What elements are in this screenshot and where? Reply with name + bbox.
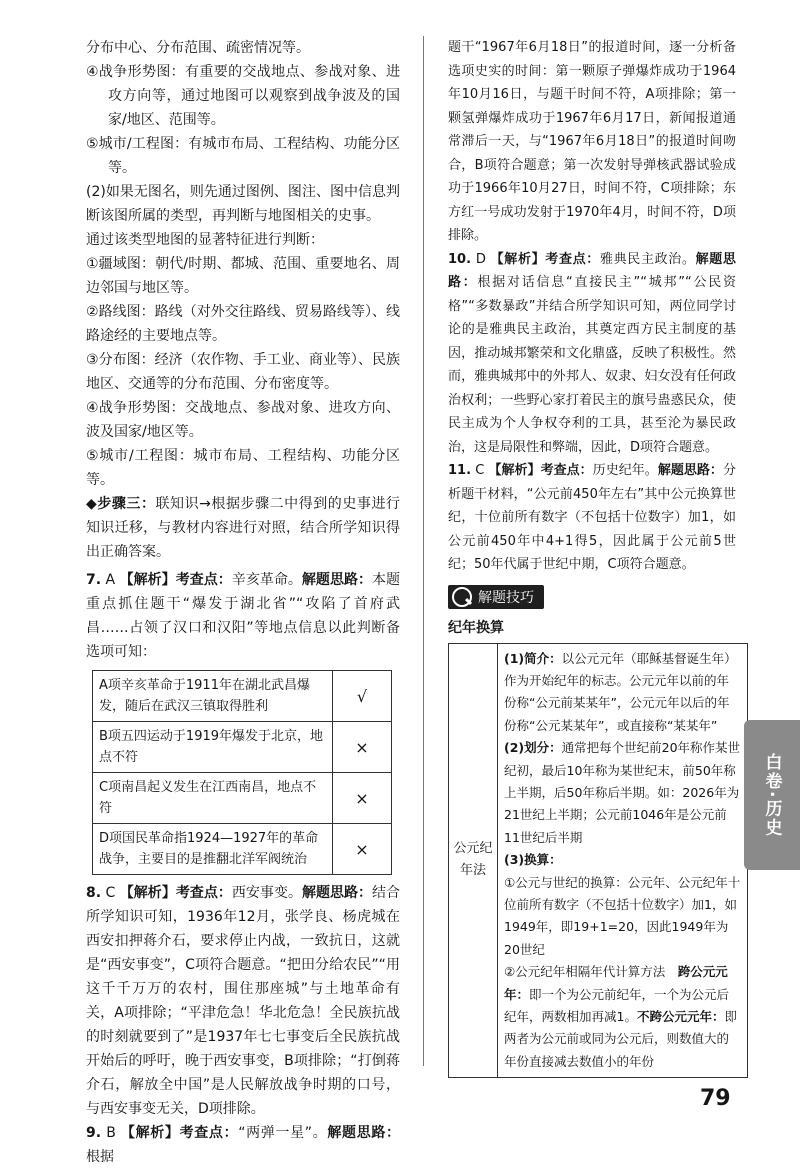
option-text: D项国民革命指1924—1927年的革命战争，主要目的是推翻北洋军阀统治 bbox=[93, 824, 333, 875]
key-point-label: 考查点： bbox=[540, 463, 593, 478]
tip-division-text: 通常把每个世纪前20年称作某世纪初，最后10年称为某世纪末，前50年称上半期，后50年称后半期。如：2026年为21世纪上半期；公元前1046年是公元前11世纪后半期 bbox=[504, 740, 741, 845]
answer: C bbox=[105, 885, 116, 901]
step-three-label: ◆步骤三： bbox=[86, 496, 156, 512]
key-point: 雅典民主政治。 bbox=[599, 251, 696, 267]
paragraph: 通过该类型地图的显著特征进行判断： bbox=[86, 232, 324, 248]
tips-badge-label: 解题技巧 bbox=[478, 589, 534, 606]
tip-nocross-label: 不跨公元元年： bbox=[636, 1009, 725, 1024]
page-number: 79 bbox=[700, 1086, 731, 1111]
option-text: A项辛亥革命于1911年在湖北武昌爆发，随后在武汉三镇取得胜利 bbox=[93, 671, 333, 722]
tips-label: 公元纪年法 bbox=[449, 643, 498, 1078]
paragraph: 分布中心、分布范围、疏密情况等。 bbox=[86, 40, 310, 56]
answer: B bbox=[106, 1125, 116, 1141]
key-point: 历史纪年。 bbox=[592, 463, 658, 478]
cross-mark: × bbox=[333, 722, 392, 773]
table-row bbox=[93, 671, 392, 722]
answer: A bbox=[105, 572, 116, 588]
paragraph: ②路线图：路线（对外交往路线、贸易路线等）、线路途经的主要地点等。 bbox=[86, 304, 400, 344]
tip-method: ②公元纪年相隔年代计算方法 bbox=[504, 964, 678, 980]
solution-text: 根据对话信息“直接民主”“城邦”“公民资格”“多数暴政”并结合所学知识可知，两位同学讨论的是雅典民主政治，其奠定西方民主制度的基因，推动城邦繁荣和文化鼎盛，反映了积极性。然而，雅典城邦中的外邦人、奴隶、妇女没有任何政治权利；一些野心家打着民主的旗号蛊惑民众，使民主成为个人争权夺利的工具，甚至沦为暴民政治，这是局限性和弊端，因此，D项符合题意。 bbox=[448, 275, 736, 455]
option-text: B项五四运动于1919年爆发于北京，地点不符 bbox=[93, 722, 333, 773]
answer: C bbox=[475, 463, 485, 478]
solution-label: 解题思路： bbox=[657, 463, 723, 478]
question-9-continued: 题干“1967年6月18日”的报道时间，逐一分析备选项史实的时间：第一颗原子弹爆炸成功于1964年10月16日，与题干时间不符，A项排除；第一颗氢弹爆炸成功于1967年6月17日，新闻报道通常滞后一天，与“1967年6月18日”的报道时间吻合，B项符合题意；第一次发射导弹核武器试验成功于1966年10月27日，时间不符，C项排除；东方红一号成功发射于1970年4月，时间不符，D项排除。 bbox=[448, 40, 736, 243]
tips-table bbox=[448, 643, 748, 1079]
tip-intro-label: (1)简介： bbox=[504, 650, 562, 666]
solution-text: 根据 bbox=[86, 1149, 114, 1165]
right-column bbox=[448, 36, 741, 1078]
cross-mark: × bbox=[333, 824, 392, 875]
question-11 bbox=[448, 459, 736, 577]
paragraph: (2)如果无图名，则先通过图例、图注、图中信息判断该图所属的类型，再判断与地图相关的史事。 bbox=[86, 184, 400, 224]
tip-division bbox=[504, 737, 741, 849]
step-three-text: 联知识→根据步骤二中得到的史事进行知识迁移，与教材内容进行对照，结合所学知识得出正确答案。 bbox=[86, 496, 400, 560]
analysis-tag: 【解析】 bbox=[490, 251, 546, 267]
paragraph: ⑤城市/工程图：有城市布局、工程结构、功能分区等。 bbox=[86, 136, 400, 176]
analysis-tag: 【解析】 bbox=[119, 885, 176, 901]
solution-label: 解题思路： bbox=[301, 885, 373, 901]
column-divider bbox=[423, 36, 424, 1066]
question-7 bbox=[86, 568, 400, 664]
option-text: C项南昌起义发生在江西南昌，地点不符 bbox=[93, 773, 333, 824]
paragraph: ⑤城市/工程图：城市布局、工程结构、功能分区等。 bbox=[86, 448, 400, 488]
key-point: 西安事变。 bbox=[231, 885, 302, 901]
tips-badge bbox=[448, 585, 544, 609]
side-tab bbox=[744, 720, 800, 870]
table-row bbox=[93, 773, 392, 824]
left-column bbox=[86, 36, 400, 1169]
key-point-label: 考查点： bbox=[179, 1125, 239, 1141]
tip-conversion bbox=[504, 849, 741, 871]
question-number: 11. bbox=[448, 463, 472, 478]
analysis-tag: 【解析】 bbox=[488, 463, 541, 478]
question-10 bbox=[448, 248, 736, 460]
table-row bbox=[93, 722, 392, 773]
options-table bbox=[92, 670, 392, 875]
magnifier-icon bbox=[452, 587, 472, 607]
question-number: 10. bbox=[448, 251, 472, 267]
tip-division-label: (2)划分： bbox=[504, 740, 562, 756]
paragraph: ④战争形势图：有重要的交战地点、参战对象、进攻方向等，通过地图可以观察到战争波及的国家/地区、范围等。 bbox=[86, 64, 400, 128]
tip-cross-text: 即一个为公元前纪年，一个为公元后纪年，两数相加再减1。 bbox=[504, 986, 730, 1024]
tip-intro-text: 以公元元年（耶稣基督诞生年）作为开始纪年的标志。公元元年以前的年份称“公元前某某年”，公元元年以后的年份称“公元某某年”，或直接称“某某年” bbox=[504, 650, 737, 733]
tip-cross-label: 跨公元元年： bbox=[504, 964, 728, 1002]
tip-nocross-text: 即两者为公元前或同为公元后，则数值大的年份直接减去数值小的年份 bbox=[504, 1009, 737, 1069]
paragraph: ④战争形势图：交战地点、参战对象、进攻方向、波及国家/地区等。 bbox=[86, 400, 400, 440]
tip-conversion-a: ①公元与世纪的换算：公元年、公元纪年十位前所有数字（不包括十位数字）加1，如1949年，即19+1=20，因此1949年为20世纪 bbox=[504, 874, 741, 957]
key-point-label: 考查点： bbox=[175, 885, 232, 901]
question-8 bbox=[86, 881, 400, 1121]
tip-conversion-label: (3)换算： bbox=[504, 852, 562, 868]
key-point-label: 考查点： bbox=[175, 572, 232, 588]
key-point-label: 考查点： bbox=[545, 251, 600, 267]
answer: D bbox=[475, 251, 486, 267]
question-9 bbox=[86, 1121, 400, 1169]
solution-text: 本题重点抓住题干“爆发于湖北省”“攻陷了首府武昌……占领了汉口和汉阳”等地点信息以此判断备选项可知： bbox=[86, 572, 401, 660]
paragraph: ③分布图：经济（农作物、手工业、商业等）、民族地区、交通等的分布范围、分布密度等。 bbox=[86, 352, 400, 392]
tip-intro bbox=[504, 648, 741, 738]
side-tab-label: 白卷·历史 bbox=[761, 752, 782, 838]
analysis-tag: 【解析】 bbox=[119, 572, 176, 588]
table-row bbox=[93, 824, 392, 875]
check-mark: √ bbox=[333, 671, 392, 722]
cross-mark: × bbox=[333, 773, 392, 824]
question-number: 7. bbox=[86, 572, 102, 588]
question-number: 8. bbox=[86, 885, 102, 901]
solution-text: 结合所学知识可知，1936年12月，张学良、杨虎城在西安扣押蒋介石，要求停止内战，一致抗日，这就是“西安事变”，C项符合题意。“把田分给农民”“用这千千万万的农村，围住那座城”与土地革命有关，A项排除；“平津危急！华北危急！全民族抗战的时刻就要到了”是1937年七七事变后全民族抗战开始后的呼吁，晚于西安事变，B项排除；“打倒蒋介石，解放全中国”是人民解放战争时期的口号，与西安事变无关，D项排除。 bbox=[86, 885, 401, 1117]
table-row bbox=[449, 643, 748, 1078]
paragraph: ①疆域图：朝代/时期、都城、范围、重要地名、周边邻国与地区等。 bbox=[86, 256, 400, 296]
tips-body bbox=[498, 643, 748, 1078]
step-three bbox=[86, 492, 400, 564]
analysis-tag: 【解析】 bbox=[120, 1125, 180, 1141]
solution-label: 解题思路： bbox=[448, 251, 736, 290]
key-point: “两弹一星”。 bbox=[238, 1125, 328, 1141]
solution-label: 解题思路： bbox=[327, 1125, 401, 1141]
question-number: 9. bbox=[86, 1125, 102, 1141]
key-point: 辛亥革命。 bbox=[231, 572, 302, 588]
tips-title: 纪年换算 bbox=[448, 619, 504, 636]
solution-label: 解题思路： bbox=[301, 572, 373, 588]
solution-text: 分析题干材料，“公元前450年左右”其中公元换算世纪，十位前所有数字（不包括十位数字）加1，如公元前450年中4+1得5，因此属于公元前5世纪；50年代属于世纪中期，C项符合题意。 bbox=[448, 463, 736, 572]
tip-conversion-b bbox=[504, 961, 741, 1073]
